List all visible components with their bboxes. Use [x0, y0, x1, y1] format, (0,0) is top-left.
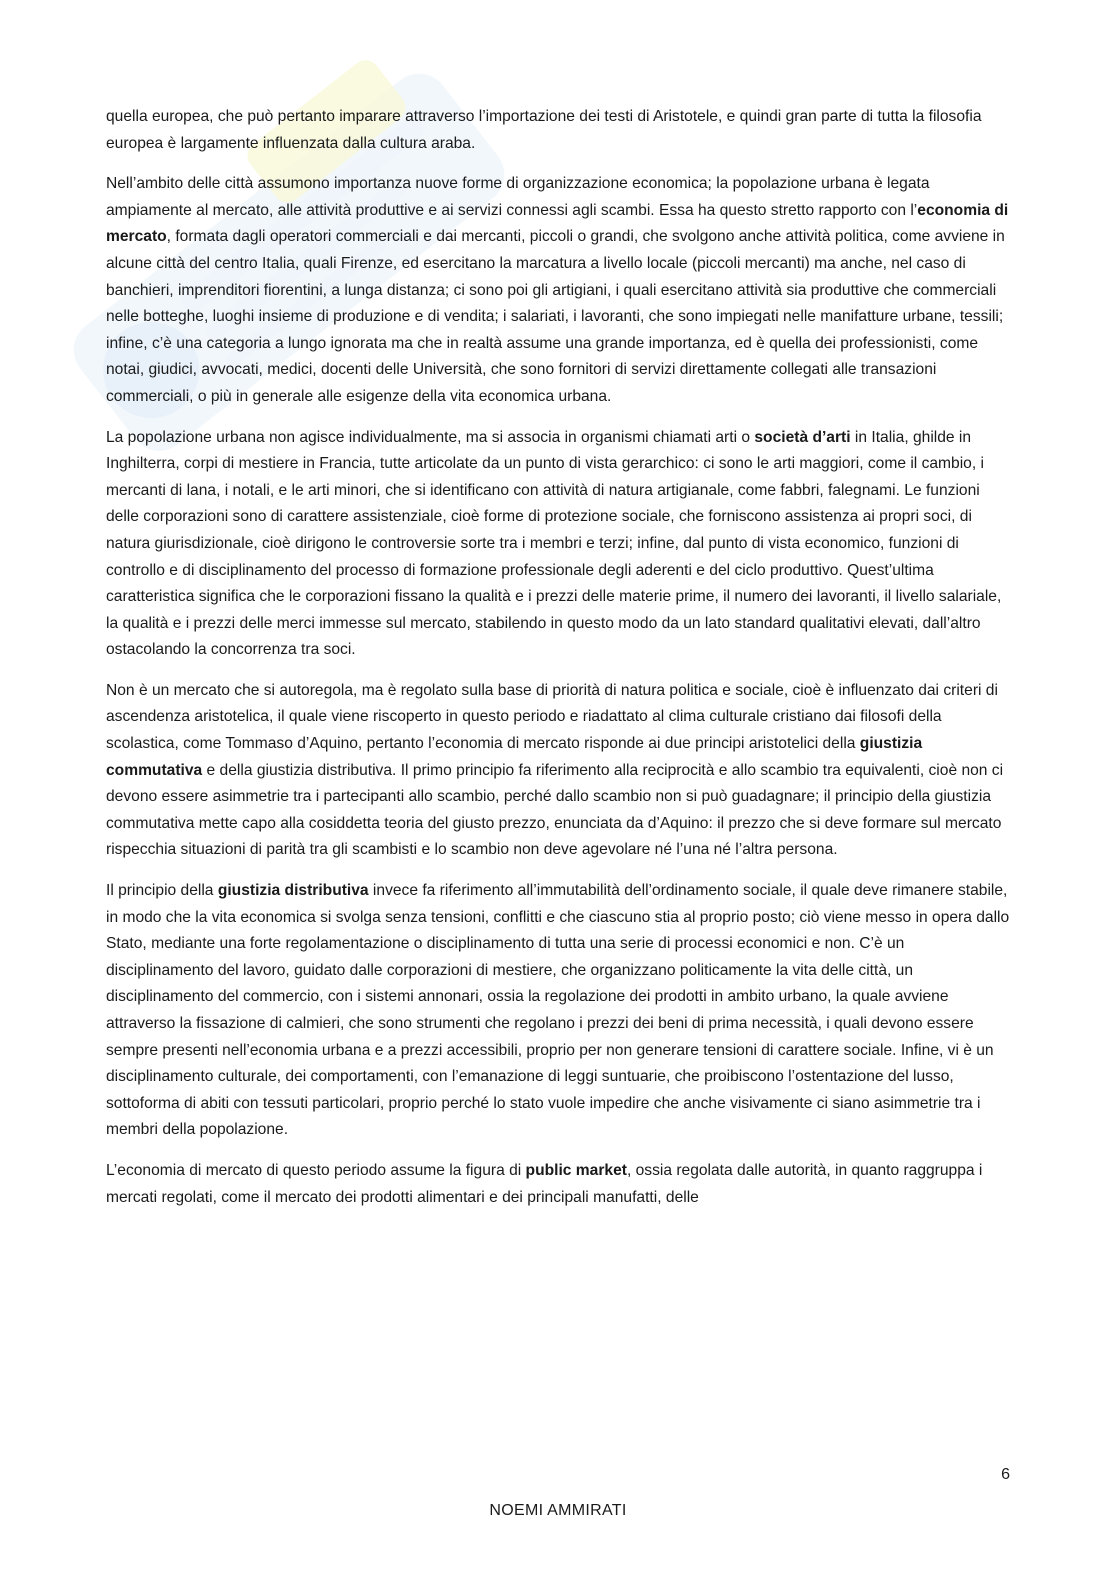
bold-term: società d’arti — [754, 428, 851, 446]
body-text — [106, 104, 1010, 1225]
bold-term: giustizia commutativa — [106, 735, 923, 779]
paragraph-4: Non è un mercato che si autoregola, ma è regolato sulla base di priorità di natura politica e sociale, cioè è influenzato dai criteri di ascendenza aristotelica, il quale viene riscoperto in questo periodo e riadattato al clima culturale cristiano dai filosofi della scolastica, come Tommaso d’Aquino, pertanto l’economia di mercato risponde ai due principi aristotelici della giustizia commutativa e della giustizia distributiva. Il primo principio fa riferimento alla reciprocità e allo scambio tra equivalenti, cioè non ci devono essere asimmetrie tra i partecipanti allo scambio, perché dallo scambio non si può guadagnare; il principio della giustizia commutativa mette capo alla cosiddetta teoria del giusto prezzo, enunciata da d’Aquino: il prezzo che si deve formare sul mercato rispecchia situazioni di parità tra gli scambisti e lo scambio non deve agevolare né l’una né l’altra persona. — [106, 681, 1004, 859]
page-number: 6 — [1001, 1466, 1010, 1483]
paragraph-5: Il principio della giustizia distributiva invece fa riferimento all’immutabilità dell’ordinamento sociale, il quale deve rimanere stabile, in modo che la vita economica si svolga senza tensioni, conflitti e che ciascuno stia al proprio posto; ciò viene messo in opera dallo Stato, mediante una forte regolamentazione o disciplinamento di tutta una serie di processi economici e non. C’è un disciplinamento del lavoro, guidato dalle corporazioni di mestiere, che organizzano politicamente la vita delle città, un disciplinamento del commercio, con i sistemi annonari, ossia la regolazione dei prodotti in ambito urbano, la quale avviene attraverso la fissazione di calmieri, che sono strumenti che regolano i prezzi dei beni di prima necessità, i quali devono essere sempre presenti nell’economia urbana e a prezzi accessibili, proprio per non generare tensioni di carattere sociale. Infine, vi è un disciplinamento culturale, dei comportamenti, con l’emanazione di leggi suntuarie, che proibiscono l’ostentazione del lusso, sottoforma di abiti con tessuti particolari, proprio perché lo stato vuole impedire che anche visivamente ci siano asimmetrie tra i membri della popolazione. — [106, 882, 1010, 1139]
bold-term: economia di mercato — [106, 201, 1009, 246]
bold-term: public market — [525, 1161, 627, 1179]
bold-term: giustizia distributiva — [217, 882, 369, 900]
paragraph-3: La popolazione urbana non agisce individualmente, ma si associa in organismi chiamati arti o società d’arti in Italia, ghilde in Inghilterra, corpi di mestiere in Francia, tutte articolate da un punto di vista gerarchico: ci sono le arti maggiori, come il cambio, i mercanti di lana, i notali, e le arti minori, che si identificano con attività di natura artigianale, come fabbri, falegnami. Le funzioni delle corporazioni sono di carattere assistenziale, cioè forme di protezione sociale, che forniscono assistenza ai propri soci, di natura giurisdizionale, cioè dirigono le controversie sorte tra i membri e terzi; infine, dal punto di vista economico, funzioni di controllo e di disciplinamento del processo di formazione professionale degli aderenti e del ciclo produttivo. Quest’ultima caratteristica significa che le corporazioni fissano la qualità e i prezzi delle materie prime, il numero dei lavoranti, il livello salariale, la qualità e i prezzi delle merci immesse sul mercato, stabilendo in questo modo da un lato standard qualitativi elevati, dall’altro ostacolando la concorrenza tra soci. — [106, 428, 1002, 659]
paragraph-1: quella europea, che può pertanto imparare attraverso l’importazione dei testi di Aristotele, e quindi gran parte di tutta la filosofia europea è largamente influenzata dalla cultura araba. — [106, 108, 982, 152]
footer-author: NOEMI AMMIRATI — [489, 1502, 627, 1519]
paragraph-2: Nell’ambito delle città assumono importanza nuove forme di organizzazione economica; la popolazione urbana è legata ampiamente al mercato, alle attività produttive e ai servizi connessi agli scambi. Essa ha questo stretto rapporto con l’economia di mercato, formata dagli operatori commerciali e dai mercanti, piccoli o grandi, che svolgono anche attività politica, come avviene in alcune città del centro Italia, quali Firenze, ed esercitano la marcatura a livello locale (piccoli mercanti) ma anche, nel caso di banchieri, imprenditori fiorentini, a lunga distanza; ci sono poi gli artigiani, i quali esercitano attività sia produttive che commerciali nelle botteghe, luoghi insieme di produzione e di vendita; i salariati, i lavoranti, che sono impiegati nelle manifatture urbane, tessili; infine, c’è una categoria a lungo ignorata ma che in realtà assume una grande importanza, ed è quella dei professionisti, come notai, giudici, avvocati, medici, docenti delle Università, che sono fornitori di servizi direttamente collegati alle transazioni commerciali, o più in generale alle esigenze della vita economica urbana. — [106, 175, 1009, 405]
paragraph-6: L’economia di mercato di questo periodo assume la figura di public market, ossia regolata dalle autorità, in quanto raggruppa i mercati regolati, come il mercato dei prodotti alimentari e dei principali manufatti, delle — [106, 1161, 983, 1206]
